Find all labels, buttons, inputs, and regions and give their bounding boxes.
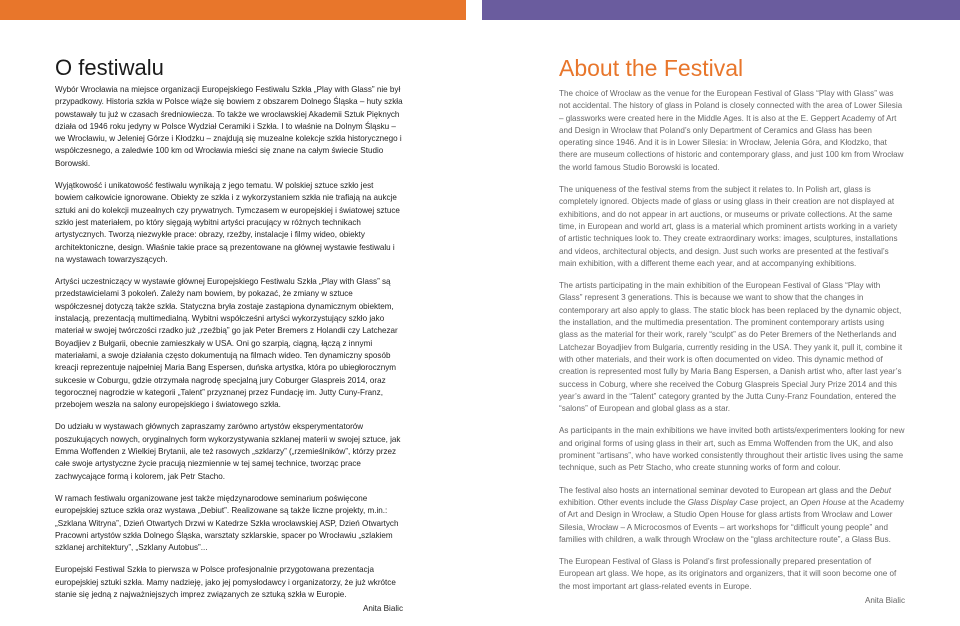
- english-paragraph-3: The artists participating in the main exhibition of the European Festival of Glass “Play with Glass” represent 3 generations. This is because we want to show that the changes in contemporary art also apply to glass. The static block has been replaced by the dynamic object, the installation, and the multimedia presentation. The prominent contemporary artists using glass as the material for their work, rarely “sculpt” as do Peter Bremers of the Netherlands and Latchezar Boyadjiev from Bulgaria, currently residing in the USA. They yank it, pull it, combine it with other materials, and their work is often documented on video. This dynamic method of creation is represented most fully by Maria Bang Espersen, a Danish artist who, after last year’s success in Coburg, where she received the Coburg Glaspreis Special Jury Prize 2014 and this year’s award in the “Talent” category granted by the Jutta Cuny-Franz Foundation, entered the “salons” of European and global glass as a star.: [559, 281, 903, 414]
- polish-paragraph-4: Do udziału w wystawach głównych zapraszamy zarówno artystów eksperymentatorów poszukujących nowych, oryginalnych form wykorzystywania szklanej materii w swojej sztuce, jak Emma Woffenden z Wielkiej Brytanii, ale też rasowych „szklarzy” („rzemieślników”, którzy przez całe swoje artystyczne życie pracują niezmiennie w tej samej technice, tworząc prace zachwycające formą i kolorem, jak Petr Stacho.: [55, 422, 401, 481]
- english-paragraph-1: The choice of Wrocław as the venue for the European Festival of Glass “Play with Glass” was not accidental. The history of glass in Poland is closely connected with the area of Lower Silesia – glassworks were created here in the Middle Ages. It is also at the E. Geppert Academy of Art and Design in Wrocław that Poland’s only Department of Ceramics and Glass has been operating since 1946. And it is in Lower Silesia: in Wrocław, Jelenia Góra, and Kłodzko, that there are museum collections of historic and contemporary glass, and just 100 km from Wrocław the world famous Studio Borowski is located.: [559, 89, 904, 172]
- english-signature: Anita Bialic: [864, 595, 905, 605]
- english-paragraph-6: The European Festival of Glass is Poland’s first professionally prepared presentation of European art glass. We hope, as its originators and organizers, that it will soon become one of the most important art glass-related events in Europe.: [559, 557, 897, 591]
- polish-paragraph-3: Artyści uczestniczący w wystawie głównej Europejskiego Festiwalu Szkła „Play with Glass” są przedstawicielami 3 pokoleń. Zależy nam bowiem, by pokazać, że zmiany w sztuce współczesnej dotyczą także szkła. Statyczna bryła zostaje zastąpiona dynamicznym obiektem, instalacją, prezentacją multimedialną. Wybitni współcześni artyści wykorzystujący szkło jako materiał w swojej twórczości rzadko już „rzeźbią” go jak Peter Bremers z Holandii czy Latchezar Boyadjiev z Bułgarii, obecnie zamieszkały w USA. Oni go szarpią, ciągną, łączą z innymi materiałami, a swoje działania często dokumentują na filmach wideo. Ten dynamiczny sposób kreacji reprezentuje najpełniej Maria Bang Espersen, duńska artystka, która po ubiegłorocznym sukcesie w Coburgu, gdzie otrzymała nagrodę specjalną jury Coburger Glaspreis 2014, oraz tegorocznej nagrodzie w kategorii „Talent” przyznanej przez Fundację im. Jutty Cuny-Franz, przebojem weszła na salony europejskiego i światowego szkła.: [55, 277, 398, 410]
- english-paragraph-2: The uniqueness of the festival stems from the subject it relates to. In Polish art, glass is completely ignored. Objects made of glass or using glass in their creation are not displayed at exhibitions, and do not appear in art auctions, or museums or private collections. At the same time, in European and world art, glass is a material which prominent artists working in a variety of artistic techniques look to. They create extraordinary works: images, sculptures, installations and videos, architectural objects, and design. Just such works are presented at the festival’s main exhibition, with a different theme each year, and at accompanying exhibitions.: [559, 185, 898, 268]
- glass-display-case-title: Glass Display Case: [687, 497, 759, 507]
- english-paragraph-5-part-d: at the Academy of Art and Design in Wrocław, a Studio Open House for glass artists from Wrocław and Lower Silesia, Wrocław – A Microcosmos of Events – art workshops for “difficult young people” and families with children, a walk through Wrocław on the “glass architecture route”, a Glass Bus.: [559, 497, 905, 544]
- polish-paragraph-2: Wyjątkowość i unikatowość festiwalu wynikają z jego tematu. W polskiej sztuce szkło jest bowiem całkowicie ignorowane. Obiekty ze szkła i z wykorzystaniem szkła nie trafiają na aukcje sztuki ani do kolekcji muzealnych czy prywatnych. Tymczasem w europejskiej i światowej sztuce szkło jest materiałem, po który sięgają wybitni artyści pracujący w różnych technikach artystycznych. Tworzą niezwykłe prace: obrazy, rzeźby, instalacje i filmy wideo, obiekty architektoniczne, design. Właśnie takie prace są prezentowane na głównej wystawie festiwalu i na wystawach towarzyszących.: [55, 181, 400, 264]
- top-bar-right: [482, 0, 960, 20]
- english-paragraph-5-part-a: The festival also hosts an international seminar devoted to European art glass and the: [559, 485, 870, 495]
- polish-paragraph-1: Wybór Wrocławia na miejsce organizacji Europejskiego Festiwalu Szkła „Play with Glass” nie był przypadkowy. Historia szkła w Polsce wiąże się bowiem z obszarem Dolnego Śląska – huty szkła powstawały tu już w czasach średniowiecza. To także we wrocławskiej Akademii Sztuk Pięknych działa od 1946 roku jedyny w Polsce Wydział Ceramiki i Szkła. I to właśnie na Dolnym Śląsku – we Wrocławiu, w Jeleniej Górze i Kłodzku – znajdują się muzealne kolekcje szkła historycznego i współczesnego, a zaledwie 100 km od Wrocławia mieści się znane na całym świecie Studio Borowski.: [55, 85, 403, 168]
- top-bar-left: [0, 0, 471, 20]
- polish-signature: Anita Bialic: [362, 604, 403, 614]
- english-paragraph-5-part-c: project, an: [758, 497, 801, 507]
- page-gutter: [466, 0, 482, 20]
- english-text-column: [559, 88, 905, 617]
- polish-paragraph-5: W ramach festiwalu organizowane jest także międzynarodowe seminarium poświęcone europejskiej sztuce szkła oraz wystawa „Debiut”. Realizowane są także liczne projekty, m.in.: „Szklana Witryna”, Dzień Otwartych Drzwi w Katedrze Szkła wrocławskiej ASP, Dzień Otwartych Pracowni artystów szkła Dolnego Śląska, warsztaty szklarskie, spacer po Wrocławiu „szlakiem szklanej architektury”, „Szklany Autobus”...: [55, 493, 399, 553]
- page-title-polish: O festiwalu: [55, 55, 164, 80]
- polish-text-column: [55, 84, 403, 626]
- page-title-english: About the Festival: [559, 55, 744, 81]
- english-paragraph-5-part-b: exhibition. Other events include the: [559, 497, 688, 507]
- debut-title: Debut: [869, 485, 892, 495]
- english-paragraph-5: [559, 485, 905, 546]
- open-house-title: Open House: [800, 497, 847, 507]
- english-paragraph-4: As participants in the main exhibitions we have invited both artists/experimenters looking for new and original forms of using glass in their art, such as Emma Woffenden from the UK, and also prominent “artisans”, who have worked consistently throughout their artistic lives using the same technique, such as Petr Stacho, who create stunning works of form and colour.: [559, 426, 905, 473]
- polish-paragraph-6: Europejski Festiwal Szkła to pierwsza w Polsce profesjonalnie przygotowana prezentacja europejskiej sztuki szkła. Mamy nadzieję, jako jej pomysłodawcy i organizatorzy, że już wkrótce stanie się jedną z najważniejszych imprez związanych ze sztuką szkła w Europie.: [55, 565, 396, 599]
